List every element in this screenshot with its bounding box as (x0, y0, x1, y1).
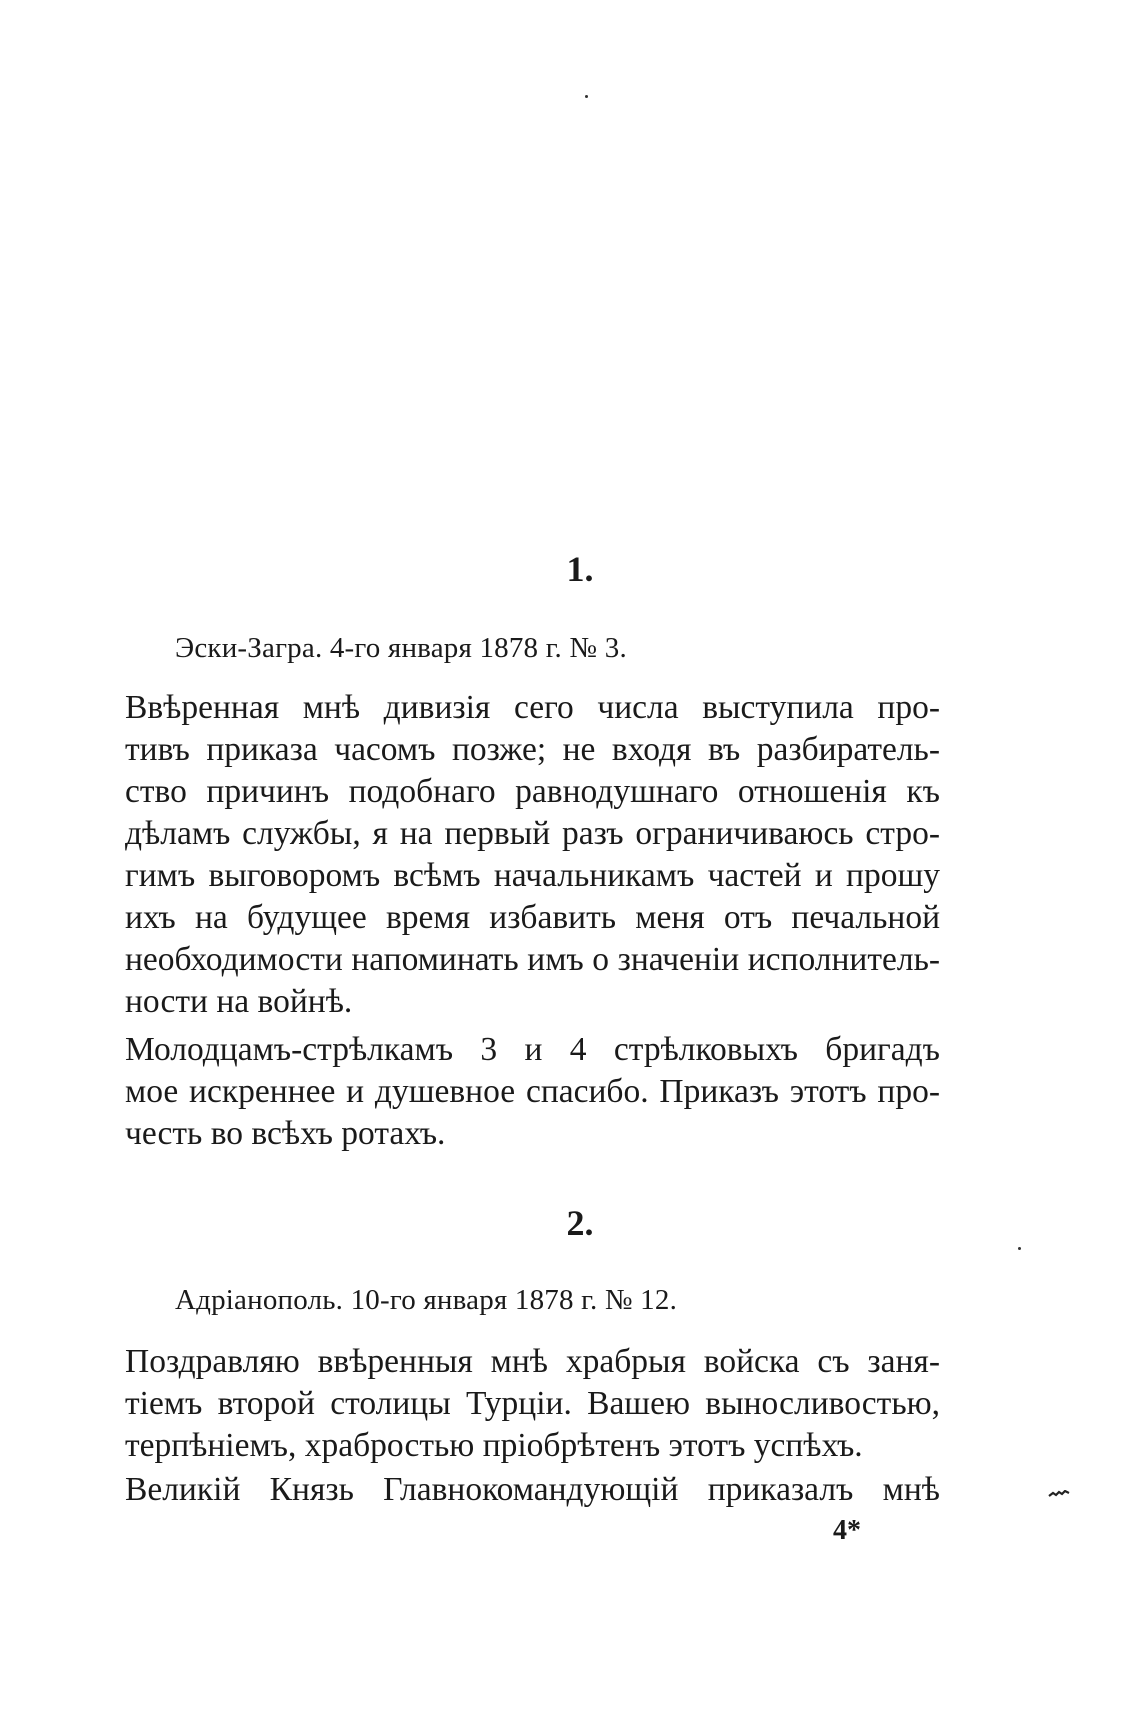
scan-smudge-icon (1048, 1490, 1070, 1498)
paragraph-line: ихъ на будущее время избавить меня отъ печальной (125, 899, 940, 936)
paragraph-line: Великій Князь Главнокомандующій приказалъ мнѣ (125, 1471, 940, 1508)
section-number-2: 2. (566, 1203, 594, 1243)
section-number-1: 1. (566, 549, 594, 589)
paragraph-line: ство причинъ подобнаго равнодушнаго отношенія къ (125, 773, 940, 810)
paragraph-line: тіемъ второй столицы Турціи. Вашею выносливостью, (125, 1385, 940, 1422)
paragraph-line: честь во всѣхъ ротахъ. (125, 1115, 446, 1152)
paragraph-line: необходимости напоминать имъ о значеніи исполнитель- (125, 941, 940, 978)
paragraph-line: Ввѣренная мнѣ дивизія сего числа выступила про- (125, 689, 940, 726)
paragraph-line: Поздравляю ввѣренныя мнѣ храбрыя войска съ заня- (125, 1343, 940, 1380)
paragraph-line: тивъ приказа часомъ позже; не входя въ разбиратель- (125, 731, 940, 768)
paragraph-line: мое искреннее и душевное спасибо. Приказъ этотъ про- (125, 1073, 940, 1110)
paragraph-line: ности на войнѣ. (125, 983, 353, 1020)
section-2-heading: Адріанополь. 10-го января 1878 г. № 12. (175, 1284, 678, 1316)
scan-speck (1018, 1247, 1021, 1250)
paragraph-line: Молодцамъ-стрѣлкамъ 3 и 4 стрѣлковыхъ бригадъ (125, 1031, 940, 1068)
scan-speck (585, 95, 588, 98)
paragraph-line: дѣламъ службы, я на первый разъ ограничиваюсь стро- (125, 815, 940, 852)
signature-mark: 4* (833, 1515, 861, 1546)
section-1-heading: Эски-Загра. 4-го января 1878 г. № 3. (175, 632, 627, 664)
paragraph-line: терпѣніемъ, храбростью пріобрѣтенъ этотъ успѣхъ. (125, 1427, 863, 1464)
paragraph-line: гимъ выговоромъ всѣмъ начальникамъ частей и прошу (125, 857, 940, 894)
